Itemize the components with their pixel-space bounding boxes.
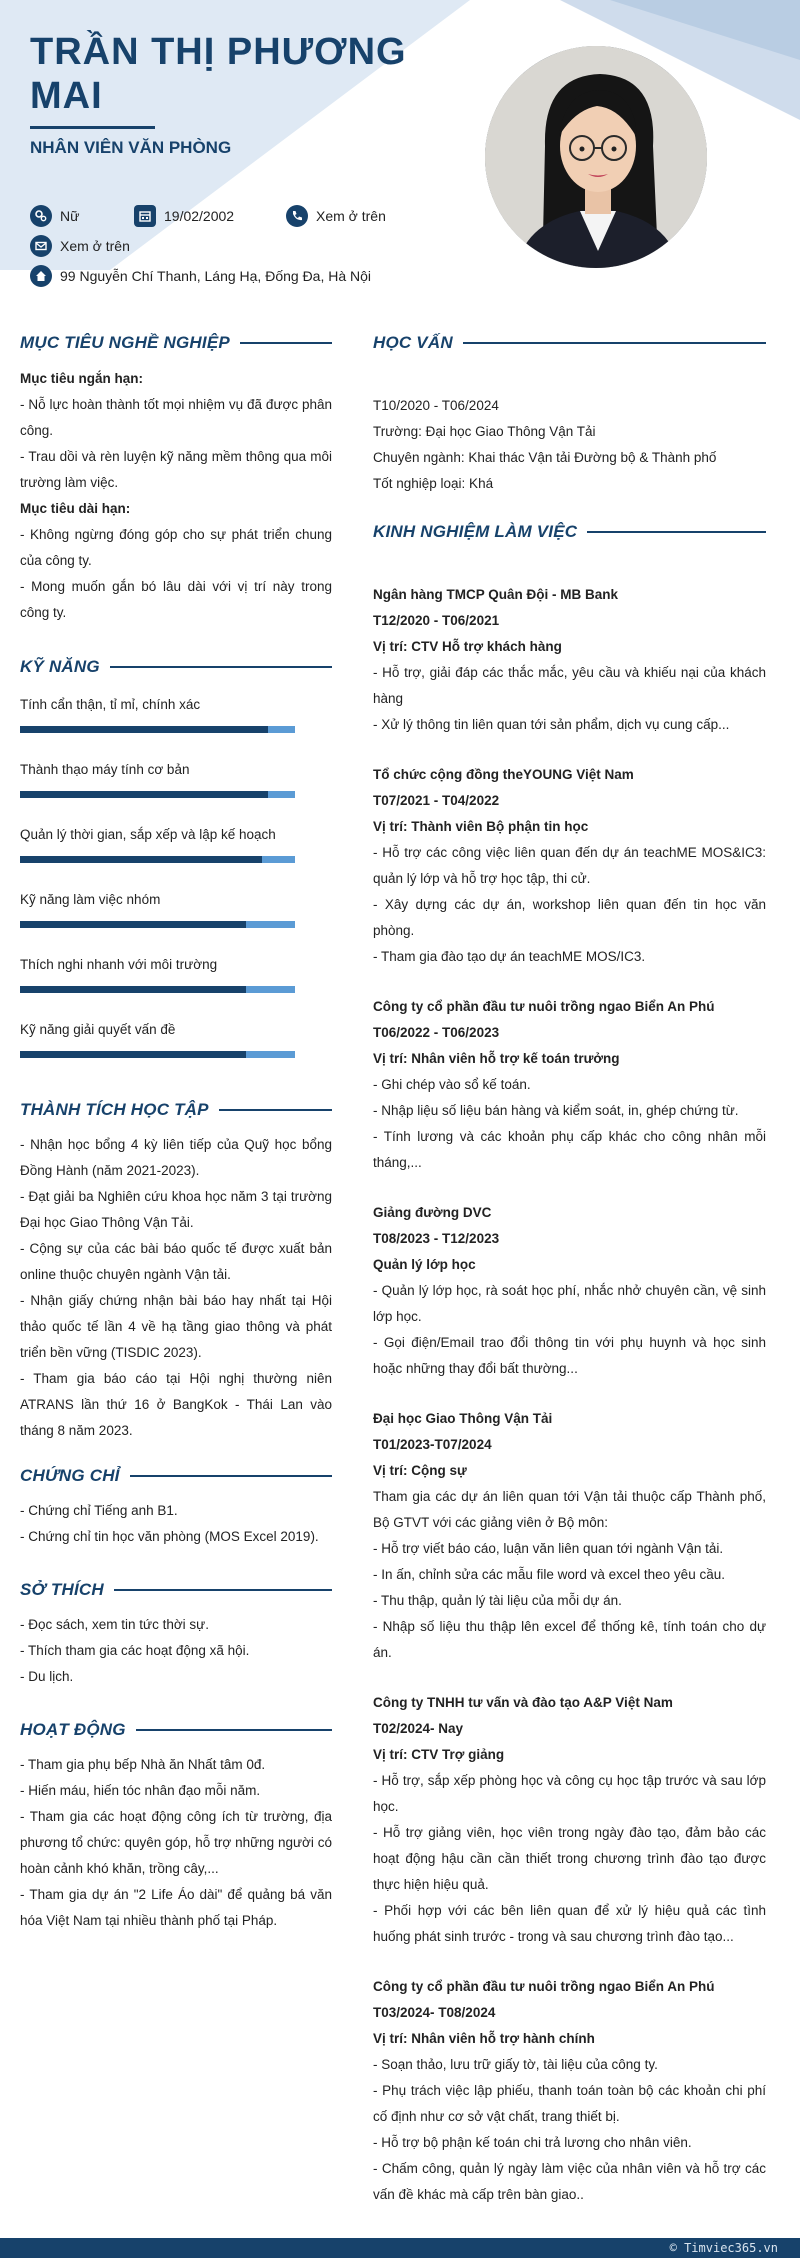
- objective-title: MỤC TIÊU NGHỀ NGHIỆP: [20, 333, 230, 352]
- skill-bar-fill: [20, 921, 246, 928]
- name-underline: [30, 126, 155, 129]
- skills-heading: [20, 657, 332, 677]
- skill-bar: [20, 726, 295, 733]
- education-rule: [463, 342, 766, 344]
- achievement-item: - Cộng sự của các bài báo quốc tế được xuất bản online thuộc chuyên ngành Vận tải.: [20, 1241, 332, 1282]
- hobby-item: - Đọc sách, xem tin tức thời sự.: [20, 1617, 209, 1632]
- long-term-item: - Mong muốn gắn bó lâu dài với vị trí này trong công ty.: [20, 579, 332, 620]
- experience-rule: [587, 531, 766, 533]
- skill-item: [20, 826, 295, 844]
- activity-item: - Tham gia dự án "2 Life Áo dài" để quảng bá văn hóa Việt Nam tại nhiều thành phố tại Pháp.: [20, 1887, 332, 1928]
- hobbies-rule: [114, 1589, 332, 1591]
- job-bullet: - Phối hợp với các bên liên quan để xử lý hiệu quả các tình huống phát sinh trước - trong và sau chương trình đào tạo...: [373, 1903, 766, 1944]
- job-entry: [373, 1974, 766, 2208]
- job-bullet: - Ghi chép vào sổ kế toán.: [373, 1077, 531, 1092]
- skill-label: Thích nghi nhanh với môi trường: [20, 957, 218, 972]
- skill-label: Kỹ năng làm việc nhóm: [20, 892, 161, 907]
- achievements-title: THÀNH TÍCH HỌC TẬP: [20, 1100, 209, 1119]
- certificate-item: - Chứng chỉ tin học văn phòng (MOS Excel 2019).: [20, 1529, 319, 1544]
- experience-title: KINH NGHIỆM LÀM VIỆC: [373, 522, 578, 541]
- job-entry: [373, 1200, 766, 1382]
- calendar-icon: [134, 205, 156, 227]
- activities-heading: [20, 1720, 332, 1740]
- skill-bar: [20, 791, 295, 798]
- skill-item: [20, 761, 295, 779]
- footer-credit[interactable]: © Timviec365.vn: [669, 2241, 778, 2255]
- job-bullet: - Hỗ trợ, giải đáp các thắc mắc, yêu cầu và khiếu nại của khách hàng: [373, 665, 766, 706]
- hobby-item: - Thích tham gia các hoạt động xã hội.: [20, 1643, 250, 1658]
- job-bullet: - In ấn, chỉnh sửa các mẫu file word và excel theo yêu cầu.: [373, 1567, 725, 1582]
- skill-bar: [20, 1051, 295, 1058]
- short-term-label: Mục tiêu ngắn hạn:: [20, 371, 143, 386]
- education-school: Trường: Đại học Giao Thông Vận Tải: [373, 424, 596, 439]
- skill-bar-fill: [20, 986, 246, 993]
- job-bullet: - Chấm công, quản lý ngày làm việc của nhân viên và hỗ trợ các vấn đề khác mà cấp trên bàn giao..: [373, 2161, 766, 2202]
- profile-photo: [483, 44, 709, 270]
- certificates-rule: [130, 1475, 332, 1477]
- activity-item: - Tham gia các hoạt động công ích từ trường, địa phương tổ chức: quyên góp, hỗ trợ những người có hoàn cảnh khó khăn, trồng cây,...: [20, 1809, 332, 1876]
- education-title: HỌC VẤN: [373, 333, 453, 352]
- job-bullet: - Hỗ trợ giảng viên, học viên trong ngày đào tạo, đảm bảo các hoạt động hậu cần cần thiết trong chương trình đào tạo được thực hiện hiệu quả.: [373, 1825, 766, 1892]
- education-body: [373, 393, 766, 497]
- gender-value: Nữ: [60, 208, 80, 224]
- skill-item: [20, 956, 295, 974]
- skill-label: Quản lý thời gian, sắp xếp và lập kế hoạch: [20, 827, 276, 842]
- job-entry: [373, 582, 766, 738]
- certificates-heading: [20, 1466, 332, 1486]
- skill-bar: [20, 856, 295, 863]
- job-bullet: - Hỗ trợ bộ phận kế toán chi trả lương cho nhân viên.: [373, 2135, 692, 2150]
- activity-item: - Tham gia phụ bếp Nhà ăn Nhất tâm 0đ.: [20, 1757, 266, 1772]
- job-bullet: - Hỗ trợ viết báo cáo, luận văn liên quan tới ngành Vận tải.: [373, 1541, 724, 1556]
- job-period: T07/2021 - T04/2022: [373, 793, 500, 808]
- job-bullet: - Hỗ trợ, sắp xếp phòng học và công cụ học tập trước và sau lớp học.: [373, 1773, 766, 1814]
- job-bullet: - Tính lương và các khoản phụ cấp khác cho công nhân mỗi tháng,...: [373, 1129, 766, 1170]
- job-bullet: - Phụ trách việc lập phiếu, thanh toán toàn bộ các khoản chi phí cố định như cơ sở vật chất, trang thiết bị.: [373, 2083, 766, 2124]
- address-value: 99 Nguyễn Chí Thanh, Láng Hạ, Đống Đa, Hà Nội: [60, 268, 372, 284]
- job-period: T02/2024- Nay: [373, 1721, 464, 1736]
- skills-title: KỸ NĂNG: [20, 657, 100, 676]
- skill-bar: [20, 921, 295, 928]
- skill-bar-fill: [20, 726, 268, 733]
- job-bullet: - Hỗ trợ các công việc liên quan đến dự án teachME MOS&IC3: quản lý lớp và hỗ trợ học tập, thi cử.: [373, 845, 766, 886]
- short-term-item: - Trau dồi và rèn luyện kỹ năng mềm thông qua môi trường làm việc.: [20, 449, 332, 490]
- job-period: T06/2022 - T06/2023: [373, 1025, 500, 1040]
- education-grade: Tốt nghiệp loại: Khá: [373, 476, 494, 491]
- job-bullet: - Tham gia đào tạo dự án teachME MOS/IC3.: [373, 949, 646, 964]
- job-bullet: - Xử lý thông tin liên quan tới sản phẩm, dịch vụ cung cấp...: [373, 717, 730, 732]
- birthday-value: 19/02/2002: [164, 208, 235, 224]
- job-period: T12/2020 - T06/2021: [373, 613, 500, 628]
- footer-bar: [0, 2238, 800, 2258]
- job-bullet: - Thu thập, quản lý tài liệu của mỗi dự án.: [373, 1593, 622, 1608]
- gender-icon: [30, 205, 52, 227]
- skill-label: Thành thạo máy tính cơ bản: [20, 762, 190, 777]
- objective-rule: [240, 342, 332, 344]
- skill-item: [20, 696, 295, 714]
- long-term-item: - Không ngừng đóng góp cho sự phát triển chung của công ty.: [20, 527, 332, 568]
- experience-body: [373, 582, 766, 2208]
- skill-label: Tính cẩn thận, tỉ mỉ, chính xác: [20, 697, 201, 712]
- contact-email: [30, 235, 130, 257]
- job-role: Vị trí: Nhân viên hỗ trợ hành chính: [373, 2031, 595, 2046]
- activities-title: HOẠT ĐỘNG: [20, 1720, 126, 1739]
- job-role: Vị trí: Thành viên Bộ phận tin học: [373, 819, 589, 834]
- contact-gender: [30, 205, 79, 227]
- hobbies-body: [20, 1612, 332, 1690]
- education-period: T10/2020 - T06/2024: [373, 398, 499, 413]
- job-bullet: - Xây dựng các dự án, workshop liên quan đến tin học văn phòng.: [373, 897, 766, 938]
- job-period: T03/2024- T08/2024: [373, 2005, 496, 2020]
- hobbies-title: SỞ THÍCH: [20, 1580, 104, 1599]
- job-role: Vị trí: CTV Hỗ trợ khách hàng: [373, 639, 562, 654]
- job-bullet: - Gọi điện/Email trao đổi thông tin với phụ huynh và học sinh hoặc những thay đổi bất thường...: [373, 1335, 766, 1376]
- skill-item: [20, 1021, 295, 1039]
- job-company: Giảng đường DVC: [373, 1205, 492, 1220]
- skills-rule: [110, 666, 332, 668]
- candidate-name: TRẦN THỊ PHƯƠNG MAI: [30, 31, 407, 117]
- job-entry: [373, 1690, 766, 1950]
- email-value[interactable]: Xem ở trên: [60, 238, 130, 254]
- hobby-item: - Du lịch.: [20, 1669, 74, 1684]
- achievements-body: [20, 1132, 332, 1444]
- certificates-body: [20, 1498, 332, 1550]
- job-period: T08/2023 - T12/2023: [373, 1231, 500, 1246]
- achievement-item: - Nhận học bổng 4 kỳ liên tiếp của Quỹ học bổng Đồng Hành (năm 2021-2023).: [20, 1137, 332, 1178]
- job-entry: [373, 1406, 766, 1666]
- achievement-item: - Đạt giải ba Nghiên cứu khoa học năm 3 tại trường Đại học Giao Thông Vận Tải.: [20, 1189, 332, 1230]
- job-company: Công ty cổ phần đầu tư nuôi trồng ngao Biển An Phú: [373, 999, 715, 1014]
- job-company: Đại học Giao Thông Vận Tải: [373, 1411, 553, 1426]
- job-entry: [373, 994, 766, 1176]
- job-bullet: - Nhập số liệu thu thập lên excel để thống kê, tính toán cho dự án.: [373, 1619, 766, 1660]
- activities-rule: [136, 1729, 332, 1731]
- skill-bar-fill: [20, 1051, 246, 1058]
- home-icon: [30, 265, 52, 287]
- phone-icon: [286, 205, 308, 227]
- achievements-rule: [219, 1109, 332, 1111]
- achievement-item: - Tham gia báo cáo tại Hội nghị thường niên ATRANS lần thứ 16 ở BangKok - Thái Lan vào tháng 8 năm 2023.: [20, 1371, 332, 1438]
- job-company: Ngân hàng TMCP Quân Đội - MB Bank: [373, 587, 619, 602]
- job-entry: [373, 762, 766, 970]
- education-heading: [373, 333, 766, 353]
- job-bullet: - Quản lý lớp học, rà soát học phí, nhắc nhở chuyên cần, vệ sinh lớp học.: [373, 1283, 766, 1324]
- job-period: T01/2023-T07/2024: [373, 1437, 492, 1452]
- job-role: Quản lý lớp học: [373, 1257, 476, 1272]
- contact-address: [30, 265, 371, 287]
- activities-body: [20, 1752, 332, 1934]
- objective-body: [20, 366, 332, 626]
- objective-heading: [20, 333, 332, 353]
- achievement-item: - Nhận giấy chứng nhận bài báo hay nhất tại Hội thảo quốc tế lần 4 về hạ tầng giao thông và phát triển bền vững (TISDIC 2023).: [20, 1293, 332, 1360]
- job-company: Tổ chức cộng đồng theYOUNG Việt Nam: [373, 767, 634, 782]
- phone-value[interactable]: Xem ở trên: [316, 208, 386, 224]
- job-bullet: - Nhập liệu số liệu bán hàng và kiểm soát, in, ghép chứng từ.: [373, 1103, 739, 1118]
- certificate-item: - Chứng chỉ Tiếng anh B1.: [20, 1503, 178, 1518]
- job-bullet: Tham gia các dự án liên quan tới Vận tải thuộc cấp Thành phố, Bộ GTVT với các giảng viên ở Bộ môn:: [373, 1489, 766, 1530]
- job-title: NHÂN VIÊN VĂN PHÒNG: [30, 138, 232, 157]
- job-role: Vị trí: Nhân viên hỗ trợ kế toán trưởng: [373, 1051, 620, 1066]
- hobbies-heading: [20, 1580, 332, 1600]
- short-term-item: - Nỗ lực hoàn thành tốt mọi nhiệm vụ đã được phân công.: [20, 397, 332, 438]
- achievements-heading: [20, 1100, 332, 1120]
- job-company: Công ty cổ phần đầu tư nuôi trồng ngao Biển An Phú: [373, 1979, 715, 1994]
- skill-bar: [20, 986, 295, 993]
- job-role: Vị trí: Cộng sự: [373, 1463, 467, 1478]
- activity-item: - Hiến máu, hiến tóc nhân đạo mỗi năm.: [20, 1783, 261, 1798]
- contact-birthday: [134, 205, 234, 227]
- skill-item: [20, 891, 295, 909]
- skill-bar-fill: [20, 856, 262, 863]
- long-term-label: Mục tiêu dài hạn:: [20, 501, 131, 516]
- experience-heading: [373, 522, 766, 542]
- certificates-title: CHỨNG CHỈ: [20, 1466, 120, 1485]
- job-bullet: - Soạn thảo, lưu trữ giấy tờ, tài liệu của công ty.: [373, 2057, 658, 2072]
- email-icon: [30, 235, 52, 257]
- skill-label: Kỹ năng giải quyết vấn đề: [20, 1022, 176, 1037]
- job-company: Công ty TNHH tư vấn và đào tạo A&P Việt Nam: [373, 1695, 673, 1710]
- education-major: Chuyên ngành: Khai thác Vận tải Đường bộ & Thành phố: [373, 450, 717, 465]
- contact-phone: [286, 205, 386, 227]
- skill-bar-fill: [20, 791, 268, 798]
- job-role: Vị trí: CTV Trợ giảng: [373, 1747, 505, 1762]
